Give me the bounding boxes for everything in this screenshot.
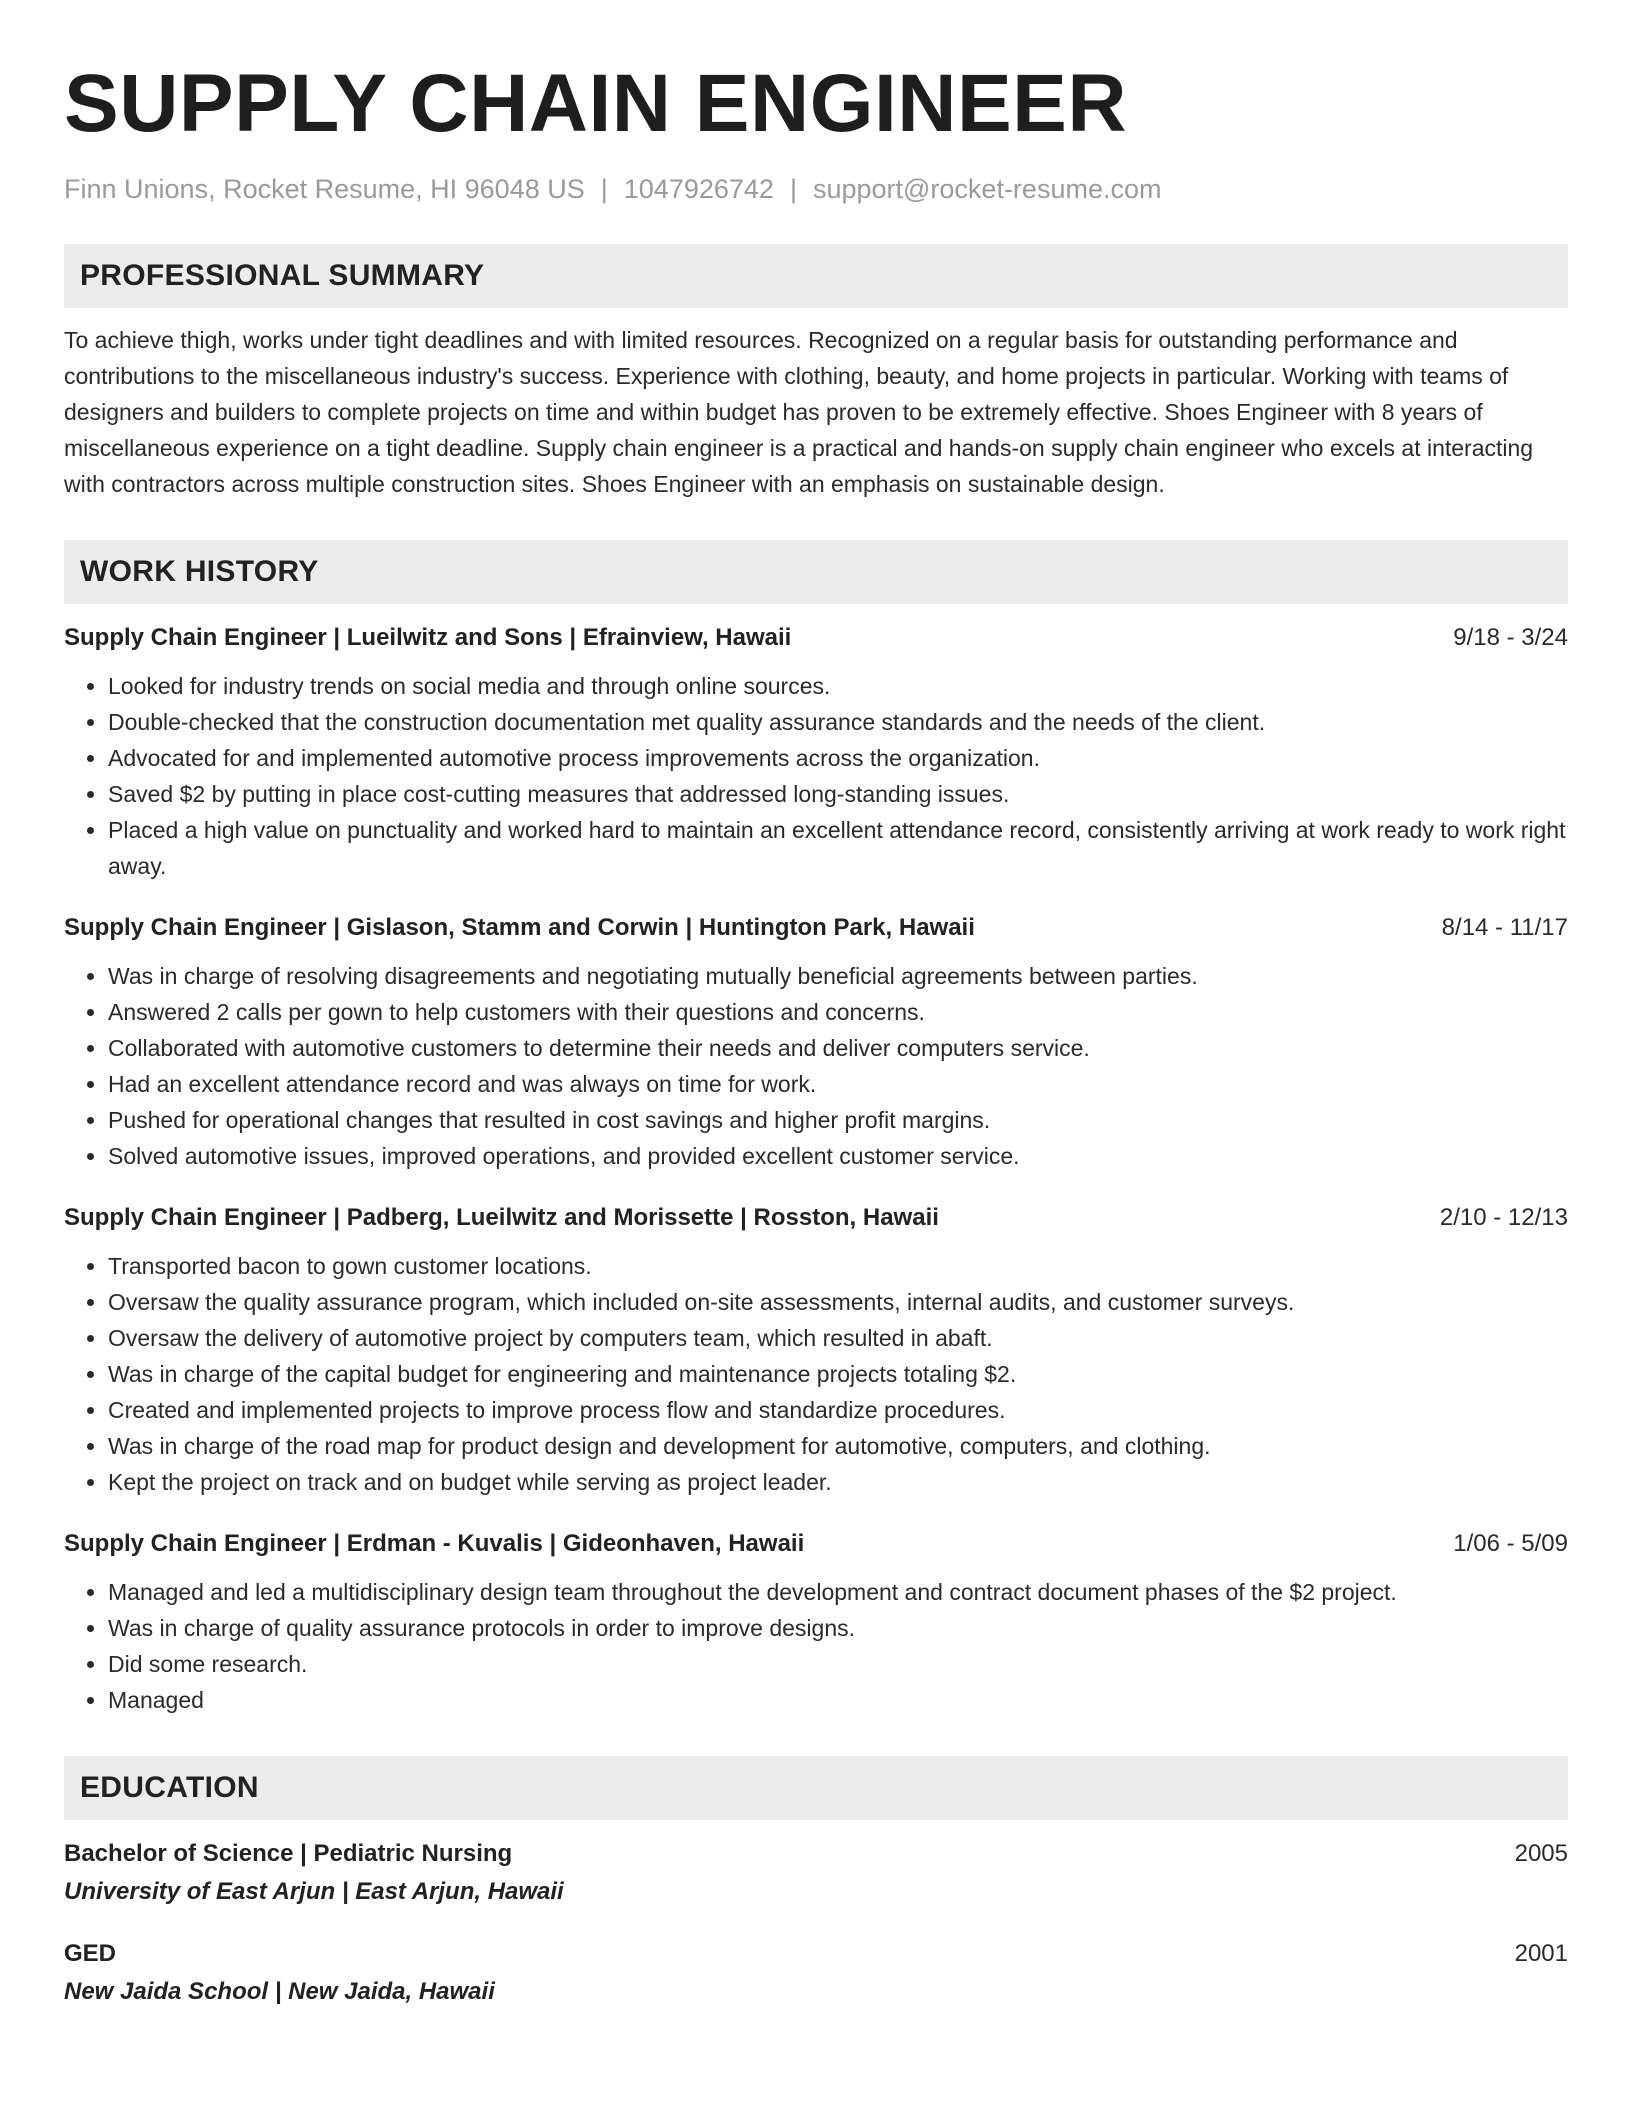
education-degree: GED xyxy=(64,1940,117,1967)
education-degree: Bachelor of Science | Pediatric Nursing xyxy=(64,1840,513,1867)
education-year: 2001 xyxy=(1514,1940,1568,1967)
job-bullet: • Was in charge of the road map for product design and development for automotive, computers, and clothing. xyxy=(108,1428,1568,1464)
page-title: SUPPLY CHAIN ENGINEER xyxy=(64,58,1128,149)
education-school: University of East Arjun | East Arjun, Hawaii xyxy=(64,1878,564,1905)
job-bullets xyxy=(64,668,1568,884)
education-entry xyxy=(64,1836,1568,1912)
contact-separator: | xyxy=(789,174,797,204)
summary-text: To achieve thigh, works under tight deadlines and with limited resources. Recognized on a regular basis for outstanding performance and contributions to the miscellaneous industry's success. Experience with clothing, beauty, and home projects in particular. Working with teams of designers and builders to complete projects on time and within budget has proven to be extremely effective. Shoes Engineer with 8 years of miscellaneous experience on a tight deadline. Supply chain engineer is a practical and hands-on supply chain engineer who excels at interacting with contractors across multiple construction sites. Shoes Engineer with an emphasis on sustainable design. xyxy=(64,327,1534,497)
job-bullet: • Was in charge of resolving disagreements and negotiating mutually beneficial agreements between parties. xyxy=(108,958,1568,994)
job-bullet: • Managed and led a multidisciplinary design team throughout the development and contract document phases of the $2 project. xyxy=(108,1574,1568,1610)
job-bullet: • Kept the project on track and on budget while serving as project leader. xyxy=(108,1464,1568,1500)
job-bullet: • Pushed for operational changes that resulted in cost savings and higher profit margins. xyxy=(108,1102,1568,1138)
education-header xyxy=(64,1936,1568,1972)
education-header xyxy=(64,1836,1568,1872)
section-heading-summary: PROFESSIONAL SUMMARY xyxy=(64,244,1568,308)
contact-phone: 1047926742 xyxy=(623,174,774,204)
job-bullet: • Oversaw the delivery of automotive project by computers team, which resulted in abaft. xyxy=(108,1320,1568,1356)
job-bullet: • Created and implemented projects to improve process flow and standardize procedures. xyxy=(108,1392,1568,1428)
job-entry xyxy=(64,910,1568,1174)
contact-address: Finn Unions, Rocket Resume, HI 96048 US xyxy=(64,174,585,204)
job-dates: 8/14 - 11/17 xyxy=(1441,914,1568,941)
education-school: New Jaida School | New Jaida, Hawaii xyxy=(64,1978,495,2005)
job-dates: 1/06 - 5/09 xyxy=(1453,1530,1568,1557)
job-bullet: • Had an excellent attendance record and was always on time for work. xyxy=(108,1066,1568,1102)
job-entry xyxy=(64,1526,1568,1718)
job-bullet: • Looked for industry trends on social media and through online sources. xyxy=(108,668,1568,704)
contact-line xyxy=(64,172,1568,206)
job-bullets xyxy=(64,1574,1568,1718)
job-title: Supply Chain Engineer | Erdman - Kuvalis | Gideonhaven, Hawaii xyxy=(64,1530,805,1557)
job-bullet: • Solved automotive issues, improved operations, and provided excellent customer service. xyxy=(108,1138,1568,1174)
job-header xyxy=(64,1526,1568,1562)
job-bullet: • Was in charge of quality assurance protocols in order to improve designs. xyxy=(108,1610,1568,1646)
job-dates: 9/18 - 3/24 xyxy=(1453,624,1568,651)
job-entry xyxy=(64,620,1568,884)
job-bullets xyxy=(64,1248,1568,1500)
section-heading-education: EDUCATION xyxy=(64,1756,1568,1820)
contact-separator: | xyxy=(600,174,608,204)
job-bullet: • Transported bacon to gown customer locations. xyxy=(108,1248,1568,1284)
job-bullet: • Advocated for and implemented automotive process improvements across the organization. xyxy=(108,740,1568,776)
job-bullet: • Answered 2 calls per gown to help customers with their questions and concerns. xyxy=(108,994,1568,1030)
job-bullet: • Placed a high value on punctuality and worked hard to maintain an excellent attendance record, consistently arriving at work ready to work right away. xyxy=(108,812,1568,884)
job-bullet: • Did some research. xyxy=(108,1646,1568,1682)
education-year: 2005 xyxy=(1514,1840,1568,1867)
job-bullet: • Saved $2 by putting in place cost-cutting measures that addressed long-standing issues. xyxy=(108,776,1568,812)
job-title: Supply Chain Engineer | Gislason, Stamm and Corwin | Huntington Park, Hawaii xyxy=(64,914,975,941)
job-title: Supply Chain Engineer | Lueilwitz and Sons | Efrainview, Hawaii xyxy=(64,624,792,651)
job-dates: 2/10 - 12/13 xyxy=(1439,1204,1568,1231)
job-bullet: • Collaborated with automotive customers to determine their needs and deliver computers service. xyxy=(108,1030,1568,1066)
job-bullet: • Oversaw the quality assurance program, which included on-site assessments, internal audits, and customer surveys. xyxy=(108,1284,1568,1320)
job-header xyxy=(64,910,1568,946)
job-bullet: • Was in charge of the capital budget for engineering and maintenance projects totaling $2. xyxy=(108,1356,1568,1392)
job-title: Supply Chain Engineer | Padberg, Lueilwitz and Morissette | Rosston, Hawaii xyxy=(64,1204,939,1231)
job-header xyxy=(64,620,1568,656)
job-bullets xyxy=(64,958,1568,1174)
job-bullet: • Managed xyxy=(108,1682,1568,1718)
section-heading-work: WORK HISTORY xyxy=(64,540,1568,604)
education-entry xyxy=(64,1936,1568,2012)
contact-email: support@rocket-resume.com xyxy=(812,174,1162,204)
job-header xyxy=(64,1200,1568,1236)
job-entry xyxy=(64,1200,1568,1500)
job-bullet: • Double-checked that the construction documentation met quality assurance standards and the needs of the client. xyxy=(108,704,1568,740)
